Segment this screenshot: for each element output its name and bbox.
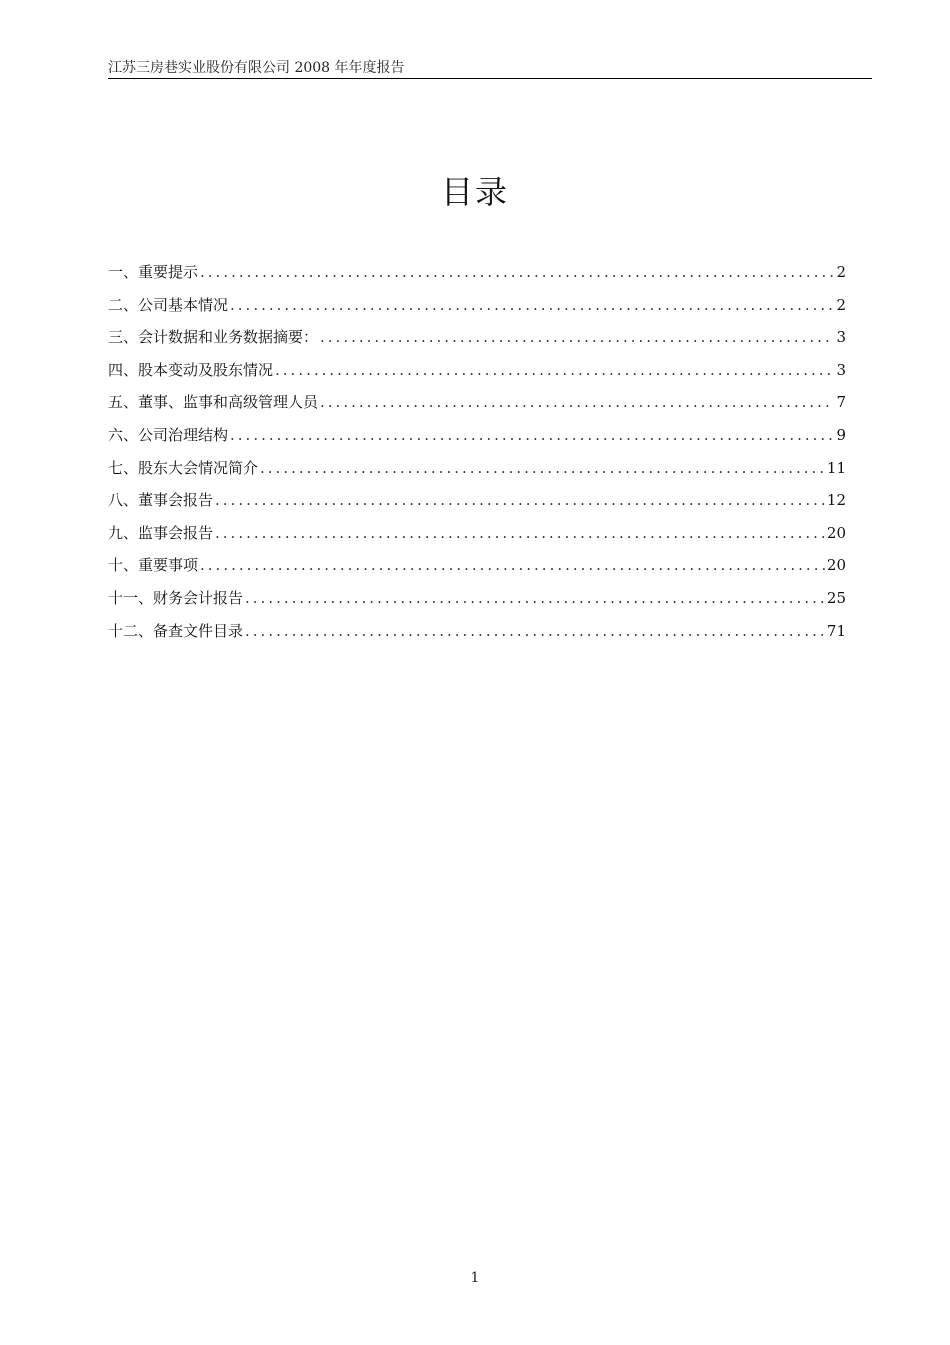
toc-entry-page: 20 [826, 556, 846, 575]
toc-entry-page: 3 [836, 328, 846, 347]
toc-entry-page: 3 [836, 360, 846, 379]
toc-leader-dots [275, 354, 834, 387]
toc-leader-dots [200, 256, 834, 289]
toc-leader-dots [245, 582, 825, 615]
toc-entry-page: 71 [826, 621, 846, 640]
toc-entry-label: 十、重要事项 [108, 556, 199, 575]
table-of-contents [108, 256, 846, 647]
toc-entry-10[interactable] [108, 549, 846, 582]
toc-entry-page: 7 [836, 393, 846, 412]
toc-entry-page: 25 [826, 588, 846, 607]
toc-entry-label: 三、会计数据和业务数据摘要： [108, 328, 319, 347]
toc-entry-page: 11 [826, 458, 846, 477]
toc-entry-2[interactable] [108, 289, 846, 322]
toc-entry-label: 一、重要提示 [108, 263, 199, 281]
toc-leader-dots [230, 289, 834, 322]
running-header: 江苏三房巷实业股份有限公司 2008 年年度报告 [108, 58, 872, 79]
toc-leader-dots [320, 321, 834, 354]
toc-entry-6[interactable] [108, 419, 846, 452]
toc-entry-page: 12 [826, 491, 846, 510]
toc-leader-dots [260, 452, 825, 485]
toc-entry-label: 九、监事会报告 [108, 523, 214, 542]
toc-entry-9[interactable] [108, 517, 846, 550]
toc-entry-page: 2 [836, 263, 846, 281]
toc-entry-label: 二、公司基本情况 [108, 295, 229, 314]
toc-entry-7[interactable] [108, 452, 846, 485]
toc-leader-dots [230, 419, 834, 452]
toc-entry-label: 十二、备查文件目录 [108, 621, 244, 640]
toc-entry-label: 八、董事会报告 [108, 491, 214, 510]
toc-entry-12[interactable] [108, 615, 846, 648]
toc-entry-11[interactable] [108, 582, 846, 615]
toc-entry-page: 20 [826, 523, 846, 542]
toc-leader-dots [245, 615, 825, 648]
toc-entry-label: 四、股本变动及股东情况 [108, 360, 274, 379]
toc-entry-page: 2 [836, 295, 846, 314]
toc-leader-dots [215, 484, 825, 517]
toc-entry-label: 五、董事、监事和高级管理人员 [108, 393, 319, 412]
toc-entry-3[interactable] [108, 321, 846, 354]
toc-entry-label: 六、公司治理结构 [108, 425, 229, 444]
toc-entry-label: 十一、财务会计报告 [108, 588, 244, 607]
toc-entry-8[interactable] [108, 484, 846, 517]
page-number: 1 [470, 1270, 480, 1286]
toc-entry-5[interactable] [108, 386, 846, 419]
page-title: 目录 [440, 173, 509, 211]
toc-entry-label: 七、股东大会情况简介 [108, 458, 259, 477]
toc-leader-dots [320, 386, 834, 419]
toc-entry-page: 9 [836, 425, 846, 444]
toc-entry-4[interactable] [108, 354, 846, 387]
toc-entry-1[interactable] [108, 256, 846, 289]
toc-leader-dots [215, 517, 825, 550]
toc-leader-dots [200, 549, 825, 582]
